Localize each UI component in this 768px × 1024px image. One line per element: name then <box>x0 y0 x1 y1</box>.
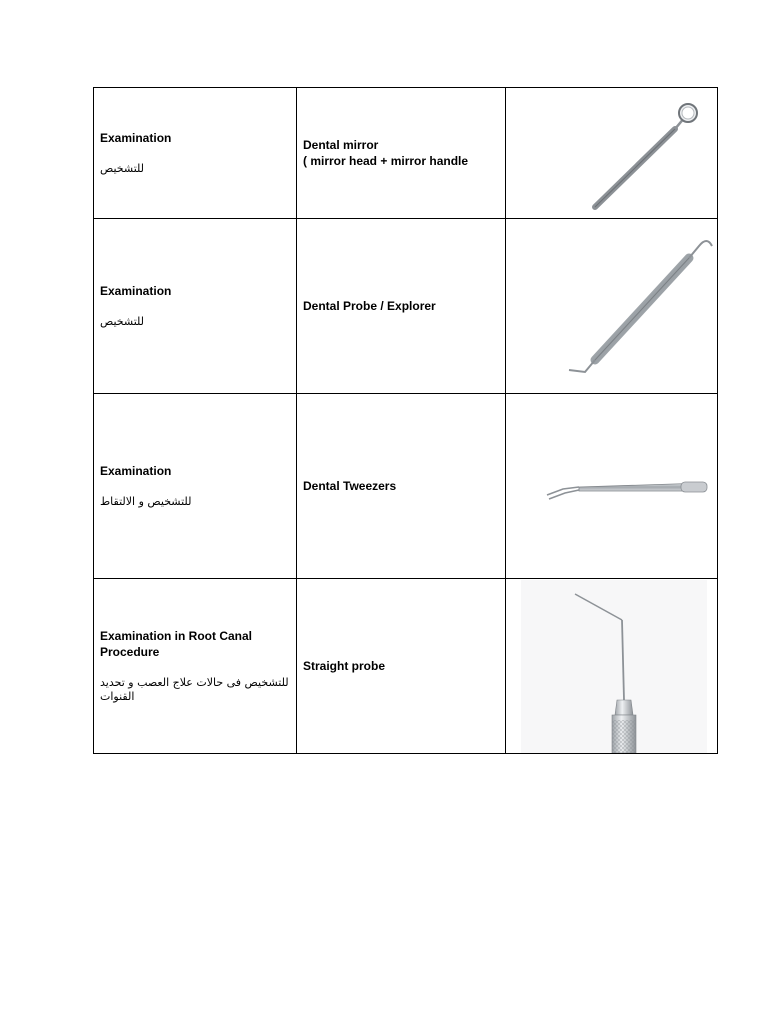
name-cell <box>297 394 506 579</box>
dental-mirror-icon <box>507 89 717 218</box>
straight-probe-icon <box>507 580 717 753</box>
table-row <box>94 579 718 754</box>
usage-english: Examination <box>100 284 172 298</box>
table-row <box>94 394 718 579</box>
table-row <box>94 88 718 219</box>
usage-cell <box>94 88 297 219</box>
usage-arabic: للتشخيص <box>100 315 145 328</box>
usage-arabic: للتشخيص فى حالات علاج العصب و تحديد القنوات <box>100 676 289 703</box>
usage-arabic: للتشخيص <box>100 162 145 175</box>
instrument-name-detail: ( mirror head + mirror handle <box>303 154 469 168</box>
usage-english: Examination <box>100 464 172 478</box>
image-cell <box>506 219 718 394</box>
instrument-name: Straight probe <box>303 659 386 673</box>
instruments-table <box>93 87 718 754</box>
usage-arabic: للتشخيص و الالتقاط <box>100 495 192 508</box>
instrument-name: Dental mirror <box>303 138 379 152</box>
image-cell <box>506 88 718 219</box>
usage-cell <box>94 579 297 754</box>
name-cell <box>297 219 506 394</box>
instrument-name: Dental Tweezers <box>303 479 397 493</box>
usage-english: Examination in Root Canal Procedure <box>100 629 253 659</box>
name-cell <box>297 579 506 754</box>
usage-cell <box>94 219 297 394</box>
usage-cell <box>94 394 297 579</box>
image-cell <box>506 579 718 754</box>
image-cell <box>506 394 718 579</box>
instrument-name: Dental Probe / Explorer <box>303 299 436 313</box>
dental-probe-icon <box>507 220 717 393</box>
usage-english: Examination <box>100 131 172 145</box>
table-row <box>94 219 718 394</box>
dental-tweezers-icon <box>507 395 717 578</box>
name-cell <box>297 88 506 219</box>
